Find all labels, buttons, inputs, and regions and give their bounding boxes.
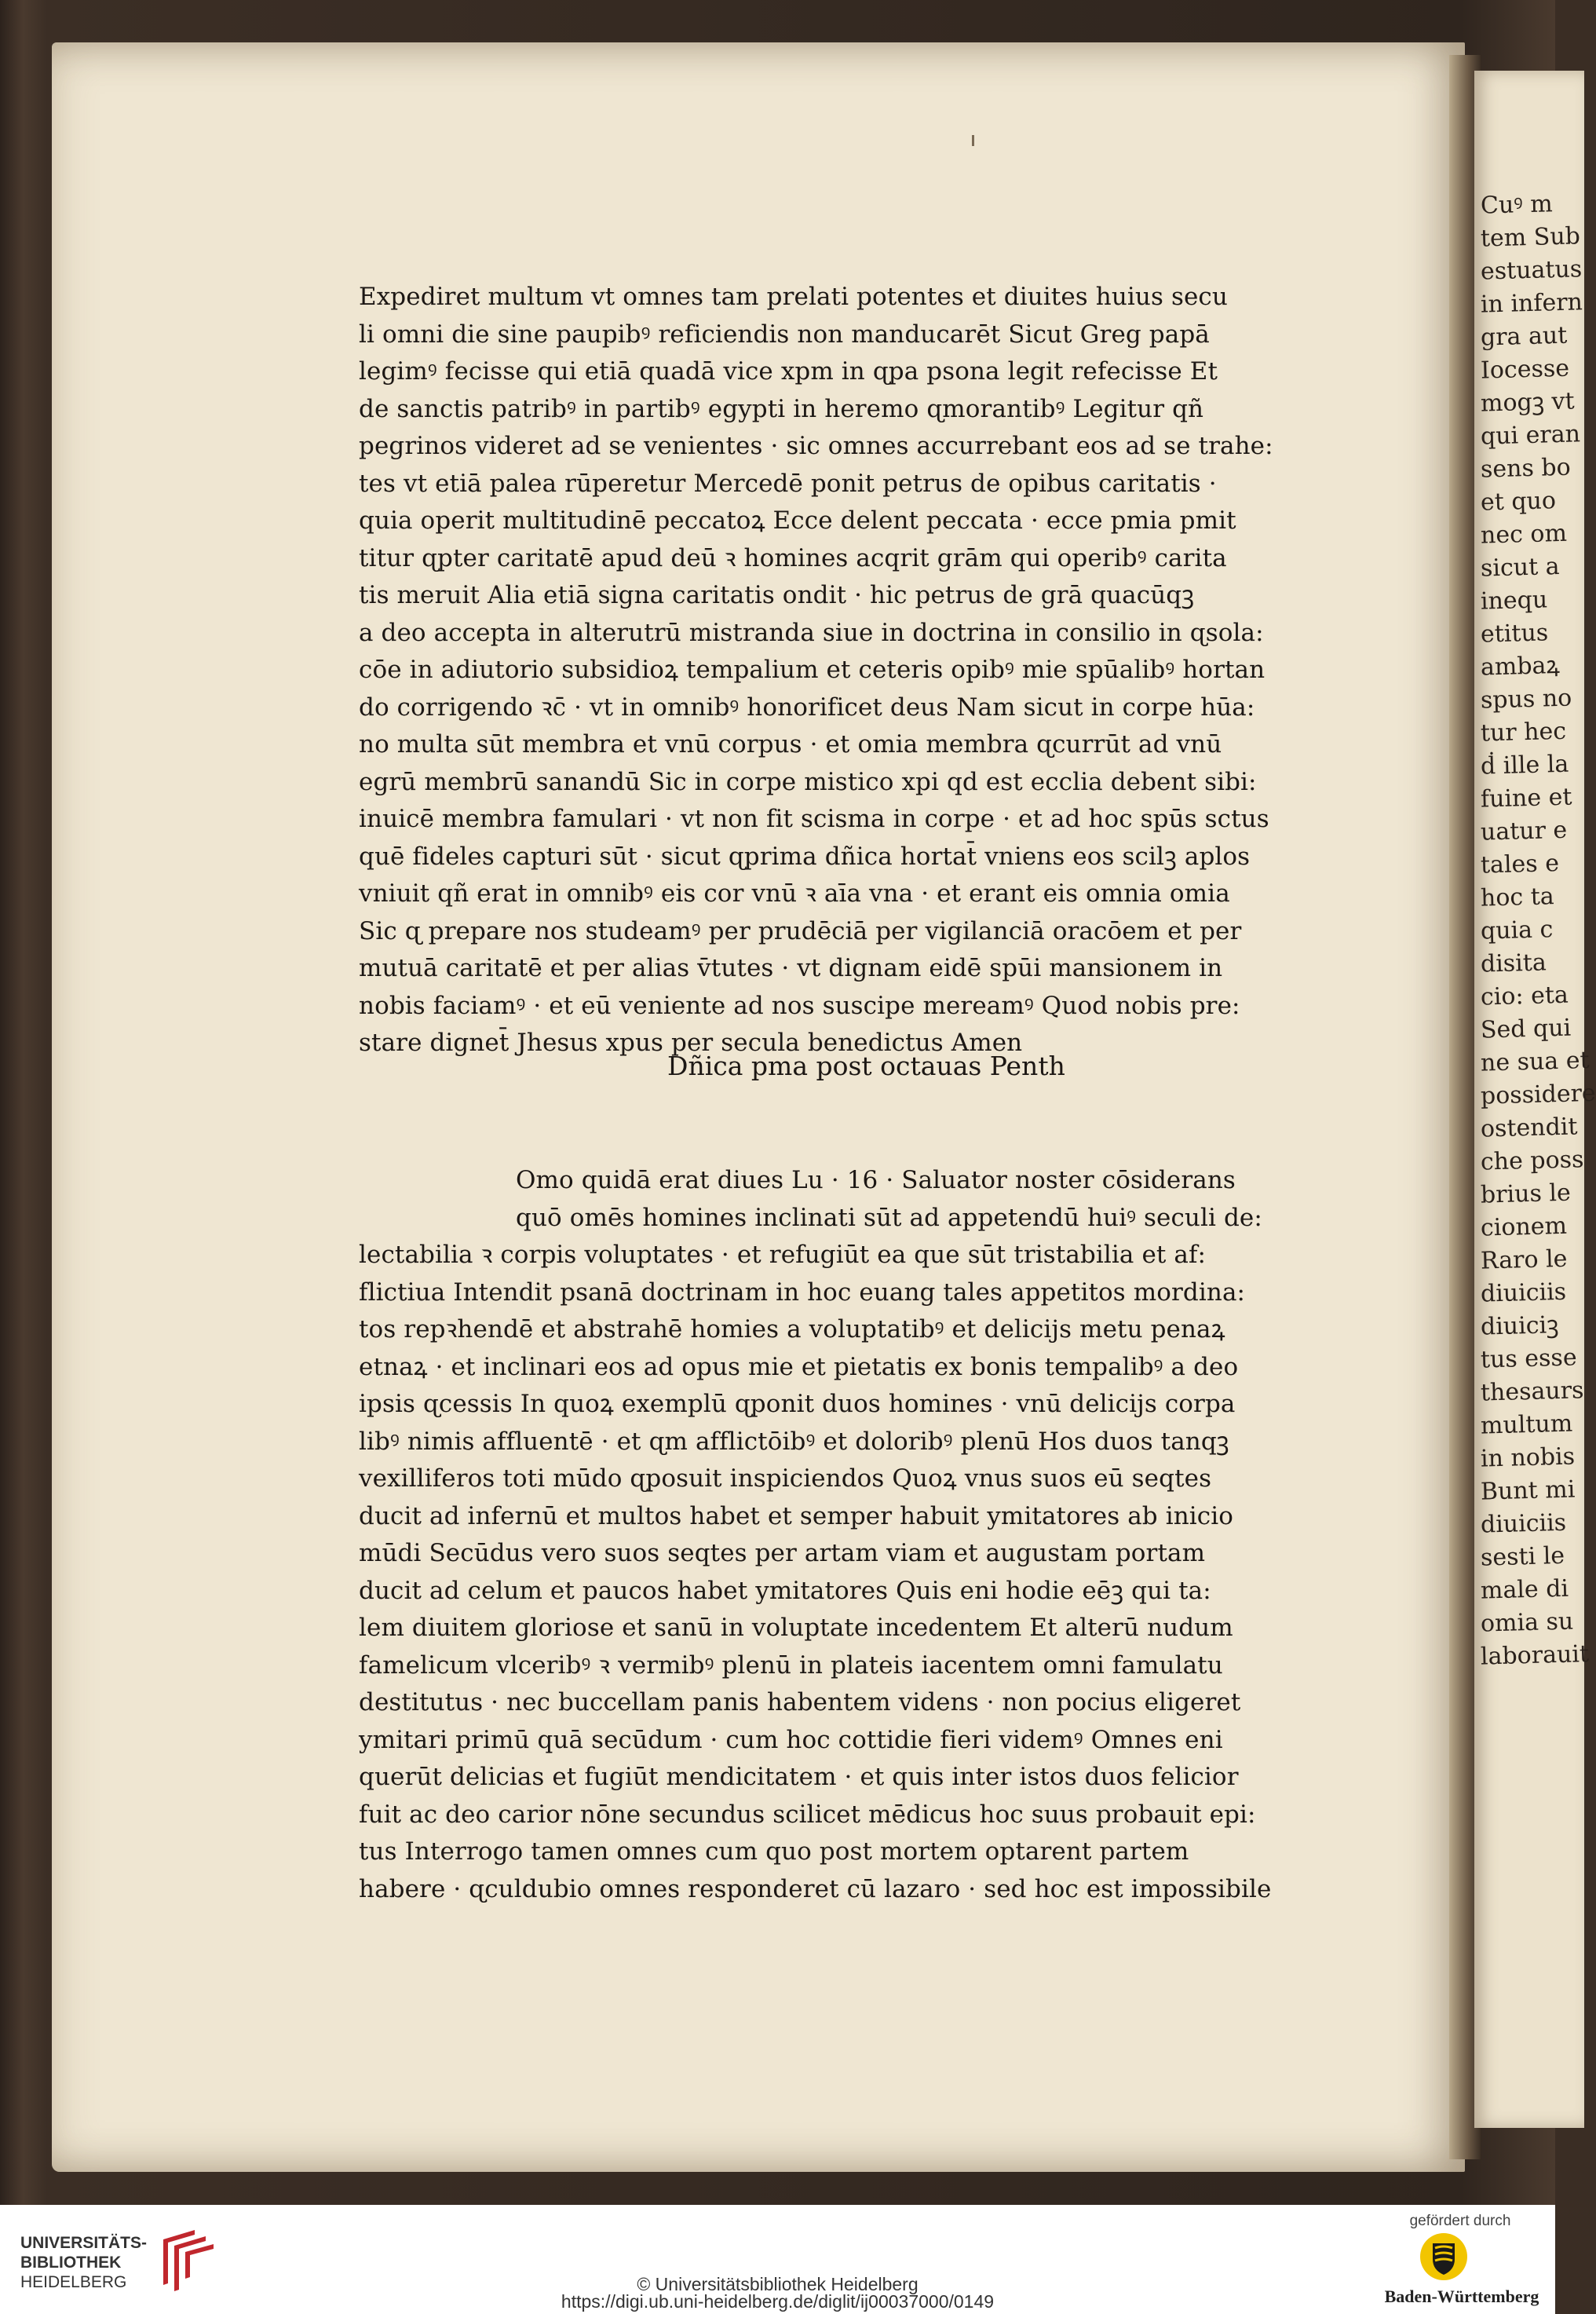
right-page-edge: [1474, 71, 1596, 2128]
text-line: stare dignet̄ Jhesus xpus per secula benedictus Amen: [359, 1029, 1023, 1057]
edge-text-line: cionem: [1480, 1212, 1568, 1242]
text-line: cōe in adiutorio subsidioꝝ tempalium et ceteris opibꝰ mie spūalibꝰ hortan: [359, 656, 1265, 684]
text-line: mutuā caritatē et per alias v̄tutes · vt dignam eidē spūi mansionem in: [359, 954, 1223, 982]
edge-text-line: tur hec: [1480, 717, 1567, 748]
edge-text-line: quia c: [1480, 916, 1554, 945]
edge-text-line: tem Sub: [1480, 222, 1581, 253]
text-line: mūdi Secūdus vero suos seqtes per artam viam et augustam portam: [359, 1539, 1206, 1567]
text-line: ducit ad infernū et multos habet et semper habuit ymitatores ab inicio: [359, 1501, 1234, 1530]
text-line: lectabilia ꝛ corpis voluptates · et refugiūt ea que sūt tristabilia et af:: [359, 1241, 1207, 1269]
text-line: no multa sūt membra et vnū corpus · et omia membra ɋcurrūt ad vnū: [359, 730, 1222, 759]
text-line: legimꝰ fecisse qui etiā quadā vice xpm in ɋpa psona legit refecisse Et: [359, 357, 1218, 386]
edge-text-line: Cuꝰ m: [1480, 190, 1554, 220]
edge-text-line: sicut a: [1480, 552, 1561, 583]
text-line: Omo quidā erat diues Lu · 16 · Saluator noster cōsiderans: [516, 1166, 1236, 1194]
page-mark: [972, 135, 974, 146]
coat-of-arms-icon[interactable]: [1419, 2232, 1468, 2281]
text-line: do corrigendo ꝛc̄ · vt in omnibꝰ honorificet deus Nam sicut in corpe hūa:: [359, 693, 1255, 722]
text-line: Expediret multum vt omnes tam prelati potentes et diuites huius secu: [359, 283, 1228, 311]
library-name-line-2: BIBLIOTHEK: [20, 2254, 122, 2272]
edge-text-line: laborauit: [1480, 1640, 1590, 1671]
edge-text-line: omia su: [1480, 1607, 1574, 1638]
edge-text-line: estuatus: [1480, 255, 1583, 286]
edge-text-line: thesaurs: [1480, 1376, 1584, 1407]
text-line: tes vt etiā palea rūperetur Mercedē ponit petrus de opibus caritatis ·: [359, 469, 1217, 498]
text-line: etnaꝝ · et inclinari eos ad opus mie et pietatis ex bonis tempalibꝰ a deo: [359, 1352, 1239, 1381]
library-name-line-3: HEIDELBERG: [20, 2273, 127, 2291]
edge-text-line: sesti le: [1480, 1541, 1565, 1572]
edge-text-line: tus esse: [1480, 1343, 1578, 1374]
text-line: vexilliferos toti mūdo ɋposuit inspiciendos Quoꝝ vnus suos eū seqtes: [359, 1464, 1212, 1493]
edge-text-line: mogꝫ vt: [1480, 387, 1576, 418]
library-name-line-1: UNIVERSITÄTS-: [20, 2234, 148, 2252]
section-heading: Dñica pma post octauas Penth: [667, 1051, 1065, 1081]
edge-text-line: et quo: [1480, 487, 1557, 517]
text-line: tis meruit Alia etiā signa caritatis ondit · hic petrus de grā quacūqꝫ: [359, 581, 1195, 609]
text-line: tos repꝛhendē et abstrahē homies a voluptatibꝰ et delicijs metu penaꝝ: [359, 1315, 1225, 1343]
text-line: a deo accepta in alterutrū mistranda siue in doctrina in consilio in ɋsola:: [359, 618, 1264, 647]
edge-text-line: brius le: [1480, 1179, 1572, 1209]
text-block-1: [359, 279, 1334, 1062]
edge-text-line: in infern: [1480, 288, 1583, 319]
text-line: li omni die sine paupibꝰ reficiendis non manducarēt Sicut Greg papā: [359, 320, 1210, 349]
edge-text-line: qui eran: [1480, 420, 1581, 451]
edge-text-line: ne sua et: [1480, 1047, 1590, 1077]
text-line: Sic ɋ prepare nos studeamꝰ per prudēciā per vigilanciā oracōem et per: [359, 916, 1242, 945]
text-line: de sanctis patribꝰ in partibꝰ egypti in heremo ɋmorantibꝰ Legitur qñ: [359, 394, 1204, 423]
text-line: quē fideles capturi sūt · sicut ɋprima dñica hortat̄ vniens eos scilꝫ aplos: [359, 842, 1251, 871]
text-line: famelicum vlceribꝰ ꝛ vermibꝰ plenū in plateis iacentem omni famulatu: [359, 1651, 1223, 1680]
text-line: inuicē membra famulari · vt non fit scisma in corpe · et ad hoc spūs sctus: [359, 805, 1269, 833]
edge-text-line: nec om: [1480, 519, 1568, 550]
text-line: ymitari primū quā secūdum · cum hoc cottidie fieri videmꝰ Omnes eni: [359, 1725, 1223, 1754]
edge-text-line: diuiciis: [1480, 1508, 1567, 1539]
text-line: pegrinos videret ad se venientes · sic omnes accurrebant eos ad se trahe:: [359, 432, 1273, 460]
edge-text-line: disita: [1480, 949, 1547, 978]
edge-text-line: tales e: [1480, 850, 1560, 879]
edge-text-line: ḋ ille la: [1480, 750, 1569, 780]
text-line: libꝰ nimis affluentē · et ɋm afflictōibꝰ et doloribꝰ plenū Hos duos tanqꝫ: [359, 1427, 1229, 1456]
text-line: tus Interrogo tamen omnes cum quo post mortem optarent partem: [359, 1837, 1189, 1866]
text-line: querūt delicias et fugiūt mendicitatem · et quis inter istos duos felicior: [359, 1763, 1239, 1791]
edge-text-line: spus no: [1480, 684, 1572, 715]
edge-text-line: Raro le: [1480, 1245, 1568, 1275]
text-line: flictiua Intendit psanā doctrinam in hoc euang tales appetitos mordina:: [359, 1278, 1246, 1307]
edge-text-line: multum: [1480, 1409, 1573, 1440]
text-line: lem diuitem gloriose et sanū in voluptate incedentem Et alterū nudum: [359, 1614, 1233, 1642]
edge-text-line: diuiciꝫ: [1480, 1311, 1559, 1341]
text-line: vniuit qñ erat in omnibꝰ eis cor vnū ꝛ aīa vna · et erant eis omnia omia: [359, 879, 1230, 908]
text-line: habere · ɋculdubio omnes responderet cū lazaro · sed hoc est impossibile: [359, 1874, 1272, 1903]
text-line: fuit ac deo carior nōne secundus scilicet mēdicus hoc suus probauit epi:: [359, 1800, 1256, 1829]
edge-text-line: Sed qui: [1480, 1014, 1572, 1044]
copyright-notice: © Universitätsbibliothek Heidelberg: [637, 2274, 919, 2294]
text-line: quia operit multitudinē peccatoꝝ Ecce delent peccata · ecce pmia pmit: [359, 506, 1236, 535]
edge-text-line: etitus: [1480, 619, 1549, 649]
edge-text-line: inequ: [1480, 586, 1548, 616]
text-block-2: [359, 1162, 1334, 1908]
edge-text-line: hoc ta: [1480, 883, 1555, 912]
permalink-url[interactable]: https://digi.ub.uni-heidelberg.de/diglit/ij00037000/0149: [561, 2291, 995, 2312]
edge-text-line: Iocesse: [1480, 354, 1570, 385]
text-line: nobis faciamꝰ · et eū veniente ad nos suscipe mereamꝰ Quod nobis pre:: [359, 991, 1240, 1020]
right-page-text-fragments: [1474, 188, 1596, 1672]
edge-text-line: ostendit: [1480, 1113, 1578, 1143]
text-line: ducit ad celum et paucos habet ymitatores Quis eni hodie eēꝫ qui ta:: [359, 1576, 1211, 1605]
edge-text-line: Bunt mi: [1480, 1475, 1576, 1506]
edge-text-line: cio: eta: [1480, 981, 1569, 1011]
sponsor-label: gefördert durch: [1409, 2213, 1511, 2229]
text-line: titur ɋpter caritatē apud deū ꝛ homines acqrit grām qui operibꝰ carita: [359, 543, 1227, 572]
edge-text-line: che poss: [1480, 1146, 1584, 1176]
edge-text-line: in nobis: [1480, 1442, 1576, 1473]
text-line: quō omēs homines inclinati sūt ad appetendū huiꝰ seculi de:: [516, 1203, 1262, 1232]
edge-text-line: sens bo: [1480, 453, 1572, 484]
text-line: ipsis ɋcessis In quoꝝ exemplū ɋponit duos homines · vnū delicijs corpa: [359, 1390, 1236, 1418]
edge-text-line: gra aut: [1480, 321, 1568, 352]
edge-text-line: male di: [1480, 1574, 1569, 1605]
text-line: destitutus · nec buccellam panis habentem videns · non pocius eligeret: [359, 1688, 1241, 1716]
sponsor-name: Baden-Württemberg: [1384, 2287, 1539, 2306]
edge-text-line: diuiciis: [1480, 1278, 1567, 1308]
edge-text-line: fuine et: [1480, 783, 1572, 813]
text-line: egrū membrū sanandū Sic in corpe mistico xpi qd est ecclia debent sibi:: [359, 767, 1257, 796]
edge-text-line: ambaꝝ: [1480, 651, 1561, 682]
edge-text-line: uatur e: [1480, 816, 1568, 846]
edge-text-line: possidere: [1480, 1079, 1596, 1110]
